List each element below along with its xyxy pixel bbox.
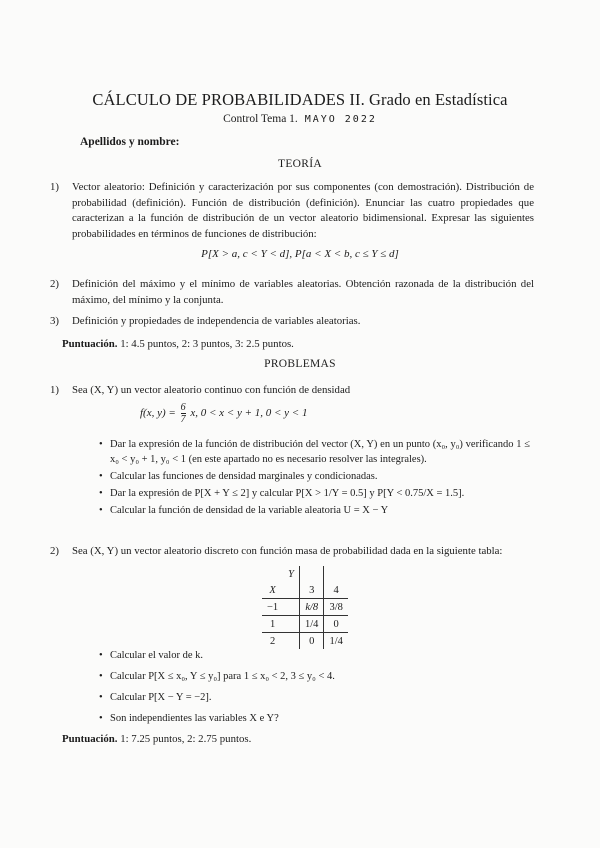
table-cell: k/8: [300, 599, 324, 616]
table-row: [262, 599, 348, 616]
fraction-denominator: 7: [180, 414, 186, 425]
y-value: 4: [324, 582, 348, 599]
problems-score: [62, 733, 251, 745]
bullet-item: • Calcular P[X − Y = −2].: [110, 690, 530, 705]
table-cell: 1/4: [300, 616, 324, 633]
problem-1-intro: [50, 383, 534, 399]
problems-heading: PROBLEMAS: [264, 358, 336, 370]
item-number: 2): [50, 278, 59, 290]
item-text: Definición y propiedades de independencia de variables aleatorias.: [72, 315, 361, 327]
bullet-item: • Son independientes las variables X e Y?: [110, 711, 530, 726]
table-cell: 0: [324, 616, 348, 633]
subtitle-text: Control Tema 1.: [223, 113, 298, 125]
fraction-numerator: 6: [180, 402, 186, 413]
table-cell: 3/8: [324, 599, 348, 616]
theory-score: [62, 338, 294, 350]
score-label: Puntuación.: [62, 733, 118, 745]
item-text: Sea (X, Y) un vector aleatorio discreto con función masa de probabilidad dada en la siguiente tabla:: [72, 545, 503, 557]
x-value: 1: [262, 616, 283, 633]
y-value: 3: [300, 582, 324, 599]
bullet-item: • Calcular las funciones de densidad marginales y condicionadas.: [110, 469, 530, 484]
bullet-item: • Dar la expresión de P[X + Y ≤ 2] y calcular P[X > 1/Y = 0.5] y P[Y < 0.75/X = 1.5].: [110, 486, 530, 501]
item-text: Vector aleatorio: Definición y caracterización por sus componentes (con demostración). Distribución de probabilidad (definición). Función de distribución (definición). Enunciar las cuatro propiedades que caracterizan a la función de distribución de un vector aleatorio bidimensional. Expresar las siguientes probabilidades en términos de funciones de distribución:: [72, 181, 534, 240]
item-number: 1): [50, 384, 59, 396]
item-number: 2): [50, 545, 59, 557]
x-label: X: [269, 584, 276, 596]
theory-item-3: [50, 314, 534, 330]
x-value: 2: [262, 633, 283, 650]
problem-2-intro: [50, 544, 534, 560]
table-cell: 1/4: [324, 633, 348, 650]
probability-table: [262, 566, 348, 649]
item-number: 3): [50, 315, 59, 327]
item-number: 1): [50, 181, 59, 193]
score-text: 1: 4.5 puntos, 2: 3 puntos, 3: 2.5 puntos.: [120, 338, 294, 350]
y-label: Y: [288, 568, 295, 580]
theory-item-2: [50, 277, 534, 308]
theory-item-1: [50, 180, 534, 242]
bullet-item: • Calcular P[X ≤ x₀, Y ≤ y₀] para 1 ≤ x₀ < 2, 3 ≤ y₀ < 4.: [110, 669, 530, 684]
problem-2-bullets: [110, 648, 530, 728]
problem-1-bullets: [110, 437, 530, 520]
item-text: Definición del máximo y el mínimo de variables aleatorias. Obtención razonada de la distribución del máximo, del mínimo y la conjunta.: [72, 278, 534, 306]
handwritten-date: MAYO 2022: [304, 114, 377, 125]
x-value: −1: [262, 599, 283, 616]
table-row: [262, 633, 348, 650]
score-text: 1: 7.25 puntos, 2: 2.75 puntos.: [120, 733, 252, 745]
bullet-item: • Dar la expresión de la función de distribución del vector (X, Y) en un punto (x₀, y₀) verificando 1 ≤ x₀ < y₀ + 1, y₀ < 1 (en este apartado no es necesario resolver las integrales).: [110, 437, 530, 467]
item-text: Sea (X, Y) un vector aleatorio continuo con función de densidad: [72, 384, 351, 396]
subtitle: [0, 113, 600, 125]
bullet-item: • Calcular la función de densidad de la variable aleatoria U = X − Y: [110, 503, 530, 518]
table-row: [262, 616, 348, 633]
score-label: Puntuación.: [62, 338, 118, 350]
density-formula: [140, 402, 307, 425]
density-rhs: x, 0 < x < y + 1, 0 < y < 1: [190, 407, 308, 420]
table-cell: 0: [300, 633, 324, 650]
theory-heading: TEORÍA: [278, 158, 322, 170]
theory-formula: P[X > a, c < Y < d], P[a < X < b, c ≤ Y ≤ d]: [201, 248, 399, 260]
density-lhs: f(x, y) =: [140, 407, 176, 420]
density-fraction: [181, 402, 186, 425]
name-label: Apellidos y nombre:: [80, 136, 180, 148]
page-title: CÁLCULO DE PROBABILIDADES II. Grado en Estadística: [92, 90, 508, 109]
bullet-item: • Calcular el valor de k.: [110, 648, 530, 663]
